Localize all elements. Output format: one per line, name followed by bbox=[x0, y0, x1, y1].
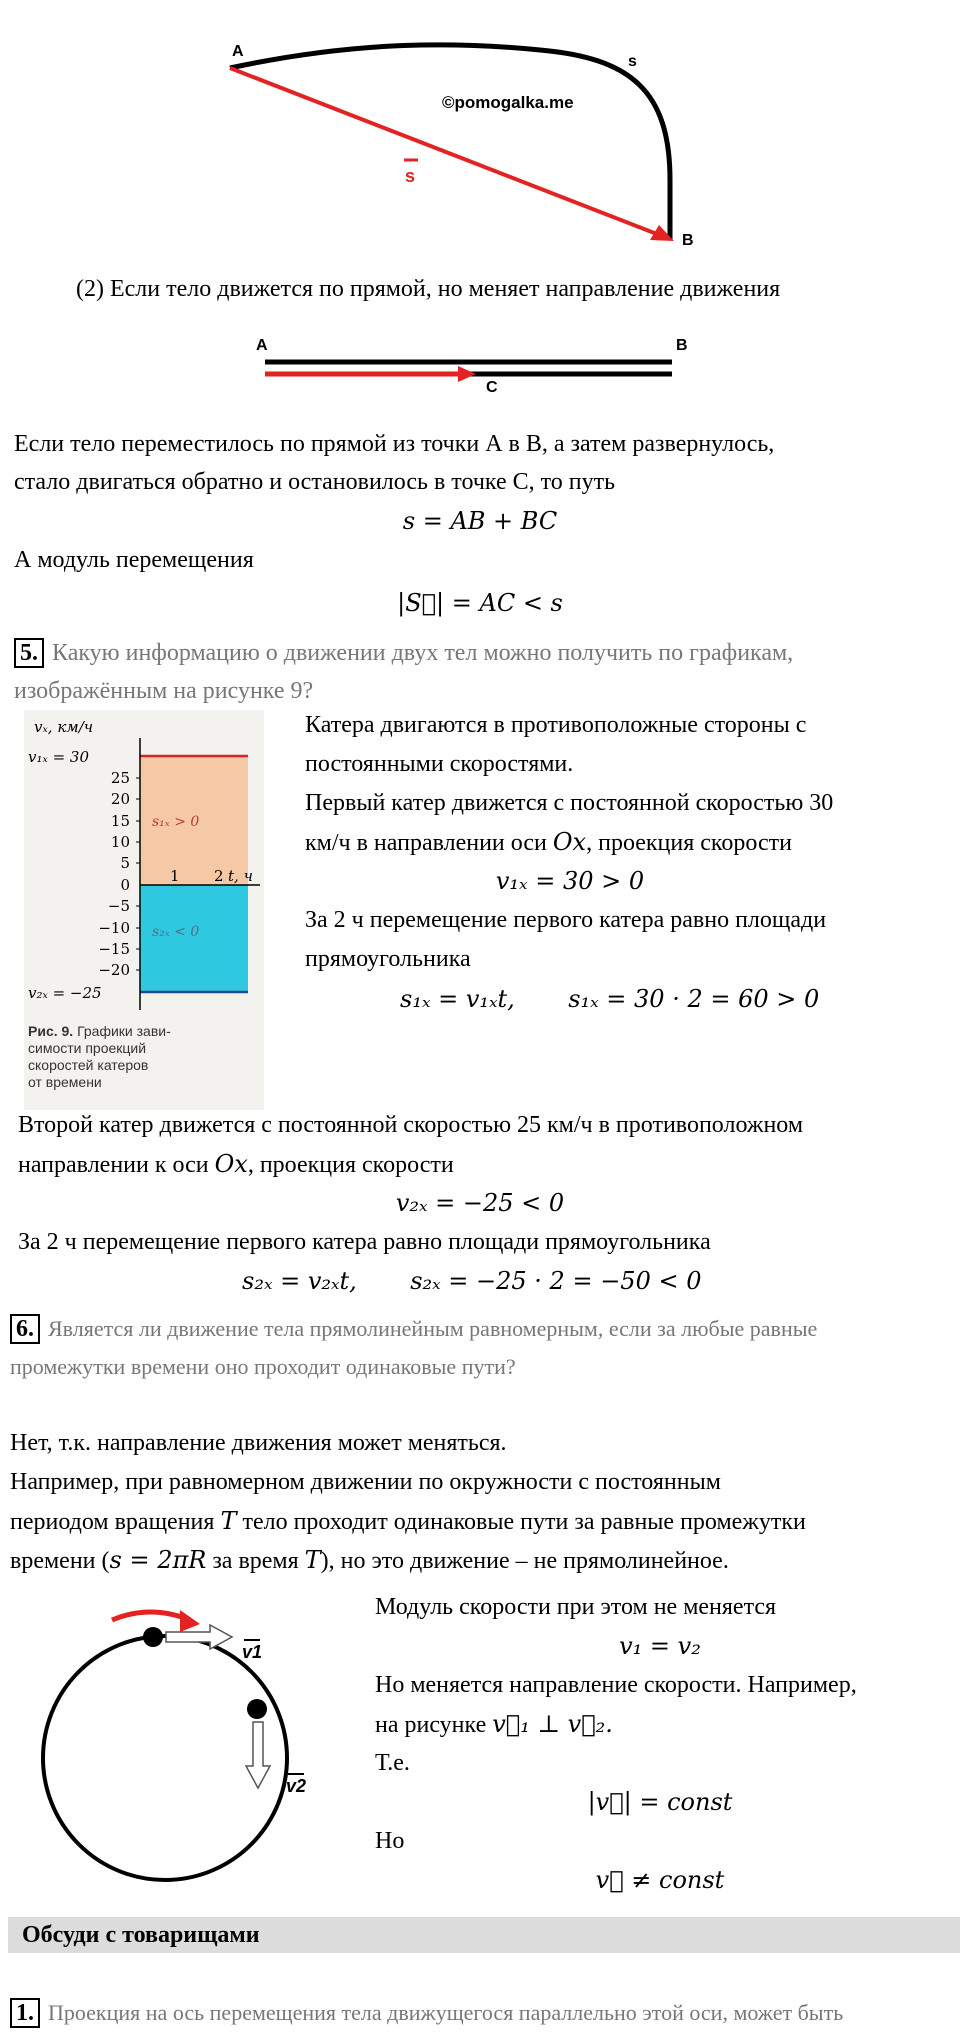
label-vector-s: s bbox=[405, 166, 416, 186]
tick-x-1: 1 bbox=[170, 867, 180, 885]
a6-line1: Нет, т.к. направление движения может меняться. bbox=[10, 1430, 507, 1456]
v1-label: v1 bbox=[242, 1642, 263, 1662]
figure-path-displacement bbox=[210, 30, 730, 260]
a6-right-line2: Но меняется направление скорости. Например, bbox=[375, 1672, 857, 1698]
a5-line5: За 2 ч перемещение первого катера равно площади bbox=[305, 907, 827, 933]
a6-right-line5: Но bbox=[375, 1828, 405, 1854]
a6-line2: Например, при равномерном движении по окружности с постоянным bbox=[10, 1469, 721, 1495]
para1-line2: стало двигаться обратно и остановилось в точке С, то путь bbox=[14, 469, 616, 495]
curved-path bbox=[230, 45, 670, 240]
question-6-line1: Является ли движение тела прямолинейным равномерным, если за любые равные bbox=[48, 1316, 818, 1341]
case2-heading: (2) Если тело движется по прямой, но меняет направление движения bbox=[76, 276, 781, 302]
formula-v1-eq-v2: v₁ = v₂ bbox=[619, 1632, 701, 1660]
formula-v2x: v₂ₓ = −25 < 0 bbox=[395, 1189, 565, 1217]
circle-trajectory bbox=[43, 1636, 287, 1880]
formula-v1x: v₁ₓ = 30 > 0 bbox=[495, 867, 645, 895]
v1-arrow bbox=[166, 1625, 232, 1649]
discuss-question-1-text: Проекция на ось перемещения тела движущегося параллельно этой оси, может быть bbox=[48, 2000, 844, 2025]
tick-20: 20 bbox=[110, 790, 130, 808]
a5-line9: За 2 ч перемещение первого катера равно площади прямоугольника bbox=[18, 1229, 711, 1255]
a5-line2: постоянными скоростями. bbox=[305, 751, 574, 777]
tick-minus-10: −10 bbox=[98, 919, 130, 937]
label-a: A bbox=[256, 337, 268, 354]
s1-area-label: s₁ₓ > 0 bbox=[152, 814, 200, 830]
formula-velocity-not-const: v⃗ ≠ const bbox=[595, 1866, 725, 1894]
a6-right-line3: на рисунке v⃗₁ ⊥ v⃗₂. bbox=[375, 1710, 613, 1738]
a6-line4: времени (s = 2πR за время T), но это движение – не прямолинейное. bbox=[10, 1546, 729, 1574]
a5-line6: прямоугольника bbox=[305, 946, 471, 972]
rotation-direction-arc bbox=[112, 1612, 190, 1620]
point-1 bbox=[143, 1627, 163, 1647]
formula-s2x: s₂ₓ = v₂ₓt, s₂ₓ = −25 · 2 = −50 < 0 bbox=[242, 1267, 702, 1295]
label-path-s: s bbox=[628, 53, 637, 70]
caption-line4: от времени bbox=[28, 1074, 102, 1090]
circular-motion-figure bbox=[30, 1596, 350, 1896]
caption-line3: скоростей катеров bbox=[28, 1057, 149, 1073]
tick-minus-20: −20 bbox=[98, 961, 130, 979]
para1-line1: Если тело переместилось по прямой из точки А в В, а затем развернулось, bbox=[14, 431, 775, 457]
a5-line4: км/ч в направлении оси Ox, проекция скорости bbox=[305, 828, 792, 856]
tick-0: 0 bbox=[120, 876, 130, 894]
tick-x-2: 2 bbox=[214, 867, 224, 885]
a5-line1: Катера двигаются в противоположные стороны с bbox=[305, 712, 807, 738]
formula-s1x: s₁ₓ = v₁ₓt, s₁ₓ = 30 · 2 = 60 > 0 bbox=[400, 985, 820, 1013]
tick-15: 15 bbox=[110, 812, 130, 830]
question-5 bbox=[14, 634, 793, 672]
para1-line3: А модуль перемещения bbox=[14, 547, 254, 573]
tick-minus-15: −15 bbox=[98, 940, 130, 958]
label-point-b: B bbox=[682, 232, 694, 249]
question-5-line1: Какую информацию о движении двух тел можно получить по графикам, bbox=[52, 640, 794, 666]
v2-value-label: v₂ₓ = −25 bbox=[28, 984, 102, 1002]
a6-line3: периодом вращения T тело проходит одинаковые пути за равные промежутки bbox=[10, 1507, 806, 1535]
tick-minus-5: −5 bbox=[107, 897, 130, 915]
label-b: B bbox=[676, 337, 688, 354]
watermark: ©pomogalka.me bbox=[442, 93, 574, 112]
axis-x-label: t, ч bbox=[228, 867, 253, 885]
a5-line3: Первый катер движется с постоянной скоростью 30 bbox=[305, 790, 834, 816]
rotation-arrowhead bbox=[180, 1610, 200, 1632]
axis-y-label: vₓ, км/ч bbox=[34, 718, 94, 736]
tick-5: 5 bbox=[120, 854, 130, 872]
label-point-a: A bbox=[232, 43, 244, 60]
tick-10: 10 bbox=[110, 833, 130, 851]
question-5-line2: изображённым на рисунке 9? bbox=[14, 678, 314, 704]
question-number-6: 6. bbox=[10, 1314, 40, 1344]
v2-label: v2 bbox=[286, 1776, 307, 1796]
tick-25: 25 bbox=[110, 769, 130, 787]
a6-right-line4: Т.е. bbox=[375, 1750, 410, 1776]
v2-arrow bbox=[246, 1722, 270, 1788]
displacement-ac-arrowhead bbox=[458, 366, 476, 382]
figure-line-reversal bbox=[240, 330, 700, 410]
a6-right-line1: Модуль скорости при этом не меняется bbox=[375, 1594, 777, 1620]
label-c: C bbox=[486, 379, 498, 396]
a5-line7: Второй катер движется с постоянной скоростью 25 км/ч в противоположном bbox=[18, 1112, 804, 1138]
caption-line2: симости проекций bbox=[28, 1040, 147, 1056]
formula-displacement-modulus: |S⃗| = AC < s bbox=[397, 589, 563, 617]
discuss-question-1 bbox=[10, 1994, 843, 2032]
velocity-graph bbox=[24, 710, 264, 1110]
question-number-5: 5. bbox=[14, 638, 44, 668]
a5-line8: направлении к оси Ox, проекция скорости bbox=[18, 1150, 454, 1178]
s2-area-label: s₂ₓ < 0 bbox=[152, 924, 200, 940]
caption-line1: Рис. 9. Графики зави- bbox=[28, 1023, 171, 1039]
question-6-line2: промежутки времени оно проходит одинаковые пути? bbox=[10, 1354, 516, 1379]
v1-value-label: v₁ₓ = 30 bbox=[28, 748, 90, 766]
point-2 bbox=[247, 1699, 267, 1719]
question-number-1: 1. bbox=[10, 1998, 40, 2028]
formula-speed-const: |v⃗| = const bbox=[587, 1788, 733, 1816]
formula-path-sum: s = AB + BC bbox=[402, 507, 558, 535]
question-6 bbox=[10, 1310, 817, 1348]
section-discuss-header: Обсуди с товарищами bbox=[8, 1917, 960, 1953]
